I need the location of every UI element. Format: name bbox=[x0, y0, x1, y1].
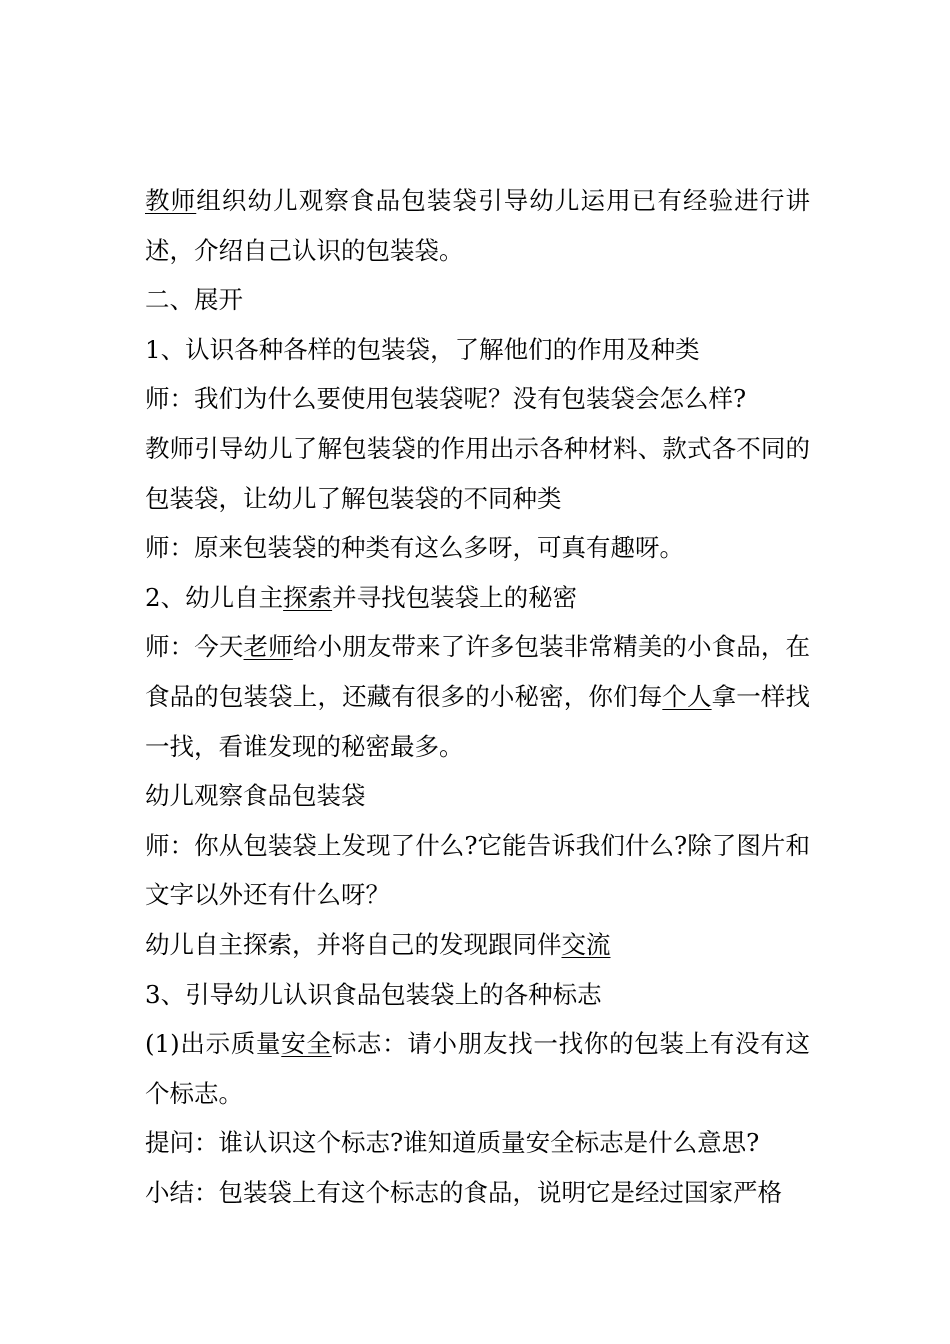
paragraph bbox=[145, 573, 810, 623]
underlined-term: 交流 bbox=[561, 929, 611, 959]
paragraph bbox=[145, 821, 810, 920]
underlined-term: 探索 bbox=[283, 582, 333, 612]
text-run: 3、引导幼儿认识食品包装袋上的各种标志 bbox=[145, 979, 602, 1009]
paragraph bbox=[145, 1118, 810, 1168]
paragraph bbox=[145, 622, 810, 771]
text-run: 师：我们为什么要使用包装袋呢？没有包装袋会怎么样? bbox=[145, 384, 747, 414]
text-run: 给小朋友带来了许多包装非常精美的小食品，在食品的包装袋上，还藏有很多的小秘密，你们每 bbox=[145, 632, 811, 711]
paragraph bbox=[145, 771, 810, 821]
paragraph bbox=[145, 1168, 810, 1218]
paragraph bbox=[145, 325, 810, 375]
paragraph bbox=[145, 523, 810, 573]
text-run: 幼儿自主探索，并将自己的发现跟同伴 bbox=[145, 929, 562, 959]
text-run: 师：今天 bbox=[145, 632, 244, 662]
text-run: 拿一样找一找，看谁发现的秘密最多。 bbox=[145, 681, 811, 761]
text-run: 二、展开 bbox=[145, 285, 243, 315]
text-run: 教师引导幼儿了解包装袋的作用出示各种材料、款式各不同的包装袋，让幼儿了解包装袋的不同种类 bbox=[145, 433, 810, 513]
underlined-term: 老师 bbox=[243, 632, 293, 662]
text-run: 师：你从包装袋上发现了什么?它能告诉我们什么?除了图片和文字以外还有什么呀？ bbox=[145, 830, 810, 910]
paragraph bbox=[145, 275, 810, 325]
text-run: 标志：请小朋友找一找你的包装上有没有这个标志。 bbox=[145, 1029, 811, 1108]
text-run: 2、幼儿自主 bbox=[145, 582, 284, 612]
text-run: 提问：谁认识这个标志?谁知道质量安全标志是什么意思? bbox=[145, 1128, 760, 1158]
underlined-term: 个人 bbox=[662, 681, 712, 711]
paragraph bbox=[145, 920, 810, 970]
paragraph bbox=[145, 424, 810, 523]
paragraph bbox=[145, 176, 810, 275]
text-run: (1)出示质量 bbox=[145, 1029, 282, 1059]
text-run: 幼儿观察食品包装袋 bbox=[145, 781, 366, 811]
text-run: 小结：包装袋上有这个标志的食品，说明它是经过国家严格 bbox=[145, 1177, 782, 1207]
underlined-term: 教师 bbox=[145, 186, 197, 215]
text-run: 师：原来包装袋的种类有这么多呀，可真有趣呀。 bbox=[145, 533, 684, 563]
paragraph bbox=[145, 970, 810, 1020]
text-run: 组织幼儿观察食品包装袋引导幼儿运用已有经验进行讲述，介绍自己认识的包装袋。 bbox=[145, 186, 811, 265]
text-run: 1、认识各种各样的包装袋，了解他们的作用及种类 bbox=[145, 334, 700, 364]
paragraph bbox=[145, 374, 810, 424]
document-body bbox=[145, 176, 810, 1217]
text-run: 并寻找包装袋上的秘密 bbox=[332, 582, 578, 612]
paragraph bbox=[145, 1019, 810, 1118]
underlined-term: 安全 bbox=[281, 1029, 332, 1059]
